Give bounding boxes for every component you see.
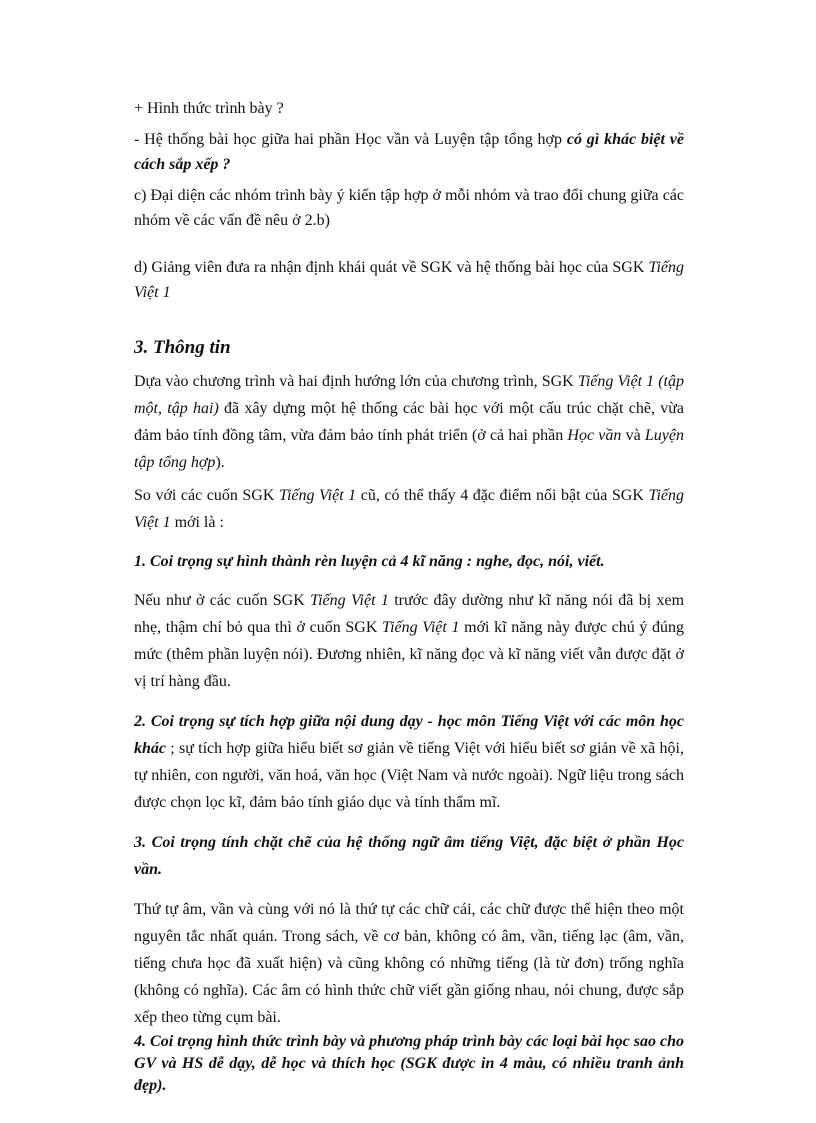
item-c (134, 183, 684, 233)
question-emphasis: có gì khác biệt về cách sắp xếp ? (134, 131, 684, 173)
p3-a: Nếu như ở các cuốn SGK (134, 592, 311, 609)
p3-b: Tiếng Việt 1 (310, 592, 389, 609)
section-heading: 3. Thông tin (134, 337, 231, 358)
p1-d: Học vần (567, 427, 622, 444)
paragraph-4-text: ; sự tích hợp giữa hiểu biết sơ giản về tiếng Việt với hiểu biết sơ giản về xã hội, tự nhiên, con người, văn hoá, văn học (Việt Nam và nước ngoài). Ngữ liệu trong sách được chọn lọc kĩ, đảm bảo tính giáo dục và tính thẩm mĩ. (134, 740, 684, 811)
feature-heading-4: 4. Coi trọng hình thức trình bày và phương pháp trình bày các loại bài học sao cho GV và HS dễ dạy, dễ học và thích học (SGK được in 4 màu, có nhiều tranh ảnh đẹp). (134, 1033, 684, 1094)
p3-e: mới kĩ năng này được chú ý đúng mức (thêm phần luyện nói). Đương nhiên, kĩ năng đọc và kĩ năng viết vẫn được đặt ở vị trí hàng đầu. (134, 619, 685, 690)
item-d-text: d) Giảng viên đưa ra nhận định khái quát về SGK và hệ thống bài học của SGK (134, 259, 649, 276)
paragraph-1 (134, 368, 684, 476)
p2-e: mới là : (170, 514, 224, 531)
bullet-text: + Hình thức trình bày ? (134, 100, 284, 117)
feature-heading-1: 1. Coi trọng sự hình thành rèn luyện cả 4 kĩ năng : nghe, đọc, nói, viết. (134, 553, 605, 570)
p1-b: Tiếng Việt 1 (tập một, tập hai) (134, 373, 684, 417)
feature-heading-3: 3. Coi trọng tính chặt chẽ của hệ thống ngữ âm tiếng Việt, đặc biệt ở phần Học vần. (134, 834, 684, 878)
document-page (134, 96, 684, 1097)
item-c-text: c) Đại diện các nhóm trình bày ý kiến tập hợp ở mỗi nhóm và trao đổi chung giữa các nhóm về các vấn đề nêu ở 2.b) (134, 187, 684, 229)
p1-g: ). (215, 454, 225, 471)
p2-d: Tiếng Việt 1 (134, 487, 684, 531)
question-text: - Hệ thống bài học giữa hai phần Học vần và Luyện tập tổng hợp (134, 131, 567, 148)
item-d-italic: Tiếng Việt 1 (134, 259, 684, 301)
p3-d: Tiếng Việt 1 (382, 619, 460, 636)
p2-b: Tiếng Việt 1 (278, 487, 357, 504)
p2-a: So với các cuốn SGK (134, 487, 279, 504)
p1-c: đã xây dựng một hệ thống các bài học với một cấu trúc chặt chẽ, vừa đảm bảo tính đồng tâm, vừa đảm bảo tính phát triển (ở cả hai phần (134, 400, 685, 444)
paragraph-5: Thứ tự âm, vần và cùng với nó là thứ tự các chữ cái, các chữ được thể hiện theo một nguyên tắc nhất quán. Trong sách, về cơ bản, không có âm, vần, tiếng lạc (âm, vần, tiếng chưa học đã xuất hiện) và cũng không có những tiếng (là từ đơn) trống nghĩa (không có nghĩa). Các âm có hình thức chữ viết gần giống nhau, nói chung, được sắp xếp theo từng cụm bài. (134, 901, 684, 1026)
question-line (134, 127, 684, 177)
bullet-line (134, 96, 684, 121)
p1-e: và (621, 427, 645, 444)
p1-f: Luyện tập tổng hợp (134, 427, 684, 471)
p2-c: cũ, có thể thấy 4 đặc điểm nổi bật của SGK (356, 487, 649, 504)
item-d (134, 255, 684, 305)
paragraph-3 (134, 587, 684, 695)
paragraph-2 (134, 482, 684, 536)
feature-heading-2: 2. Coi trọng sự tích hợp giữa nội dung dạy - học môn Tiếng Việt với các môn học khác (134, 713, 684, 757)
p1-a: Dựa vào chương trình và hai định hướng lớn của chương trình, SGK (134, 373, 578, 390)
p3-c: trước đây dường như kĩ năng nói đã bị xem nhẹ, thậm chí bỏ qua thì ở cuốn SGK (134, 592, 685, 636)
paragraph-4 (134, 708, 684, 816)
